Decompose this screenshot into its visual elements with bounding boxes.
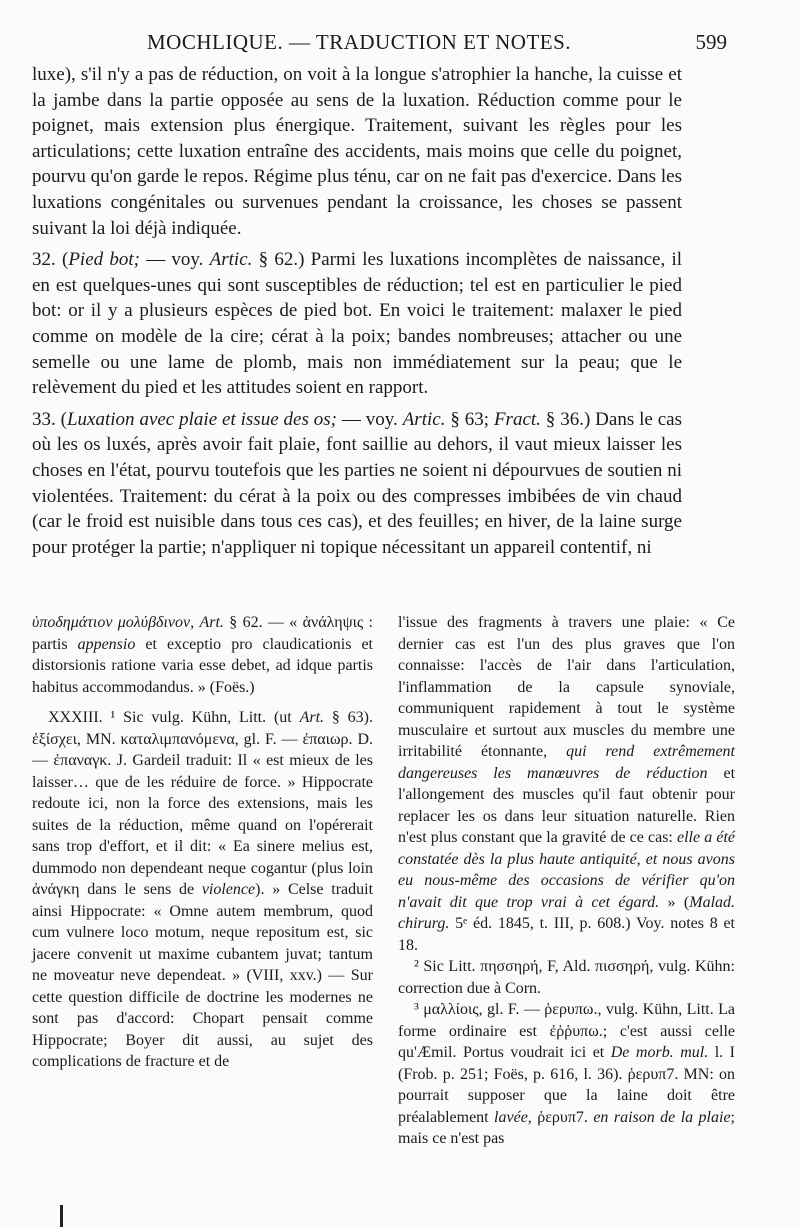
note-text: XXXIII. ¹ Sic vulg. Kühn, Litt. (ut	[48, 709, 300, 726]
note-text: , ῥερυπ7.	[527, 1108, 594, 1126]
note-ref-work: Art.	[199, 614, 224, 631]
paragraph-continuation: luxe), s'il n'y a pas de réduction, on voit à la longue s'atrophier la hanche, la cuisse et la jambe dans la partie opposée au sens de la luxation. Réduction comme pour le poignet, mais extension plus énergique. Traitement, suivant les règles pour les articulations; cette luxation entraîne des accidents, mais moins que celle du poignet, pourvu qu'on garde le repos. Régime plus ténu, car on ne fait pas d'exercice. Dans les luxations congénitales ou survenues pendant la croissance, les choses se passent suivant la loi déjà indiquée.	[32, 64, 682, 239]
para-32-ref-work: Artic.	[209, 249, 253, 271]
para-33-ref-work-2: Fract.	[493, 408, 541, 430]
note-text: l'issue des fragments à travers une plaie: « Ce dernier cas est l'un des plus graves que l'on connaisse: l'accès de l'air dans l'articulation, l'inflammation de la capsule synoviale, communiquent rapidement à tout le système musculaire et surtout aux muscles du membre une irritabilité étonnante,	[398, 614, 735, 760]
footnote-quote-boyer	[398, 612, 735, 956]
note-text: ). » Celse traduit ainsi Hippocrate: « Omne autem membrum, quod cum vulnere loco motum, neque repositum est, sic jacere convenit ut maxime cubantem juvat; tantum ne moveatur neve dependeat. » (VIII, xxv.) — Sur cette question difficile de doctrine les modernes ne sont pas d'accord: Chopart pensait comme Hippocrate; Boyer dit aussi, au sujet des complications de fracture et de	[32, 881, 374, 1070]
footnote-xxxiii-1	[32, 707, 373, 1073]
note-ref-work: De morb. mul.	[610, 1044, 709, 1061]
para-33-ref-section-2: § 36.)	[540, 408, 591, 430]
footnotes	[32, 612, 735, 1192]
note-text: ; mais ce n'est pas	[398, 1108, 735, 1147]
para-33-ref-prefix: — voy.	[336, 408, 403, 430]
note-ref-work: Malad. chirurg.	[398, 893, 736, 932]
note-italic: lavée	[494, 1108, 528, 1126]
para-32-title: Pied bot;	[68, 249, 140, 271]
page-number: 599	[695, 30, 727, 54]
paragraph-32	[32, 247, 682, 401]
note-text: et l'allongement des muscles qu'il faut obtenir pour replacer les os dans leur situation naturelle. Rien n'est plus constant que la gravité de ce cas:	[398, 764, 736, 846]
para-32-ref-section: § 62.)	[252, 249, 305, 271]
note-text-end: et exceptio pro claudicationis et distorsionis ratione varia esse debet, ad idque partis habitus accommodandus. » (Foës.)	[32, 635, 373, 696]
note-ref-work: Art.	[299, 709, 325, 726]
para-32-ref-prefix: — voy.	[139, 249, 210, 271]
note-greek-term: ὑποδημάτιον μολύβδινον,	[32, 614, 200, 631]
note-text: » (	[659, 893, 690, 911]
note-text: § 63). ἐξίσχει, MN. καταλιμπανόμενα, gl. F. — ἐπαιωρ. D. — ἐπαναγκ. J. Gardeil traduit: Il « est mieux de les laisser… que de les réduire de force. » Hippocrate redoute ici, non la force des extensions, mais les suites de la réduction, même quand on l'opérerait sans trop d'effort, et il dit: « Ea sinere melius est, dummodo non dependeant neque cogantur (plus loin ἀνάγκη dans le sens de	[32, 709, 373, 898]
note-text: 5ᵉ éd. 1845, t. III, p. 608.) Voy. notes 8 et 18.	[398, 915, 735, 954]
footnote-continuation	[32, 612, 373, 698]
para-33-body: Dans le cas où les os luxés, après avoir fait plaie, font saillie au dehors, il vaut mieux laisser les choses en l'état, pourvu toutefois que les parties ne soient ni dépourvues de soutien ni violentées. Traitement: du cérat à la poix ou des compresses imbibées de vin chaud (car le froid est nuisible dans tous ces cas), et des feuilles; en hiver, de la laine surge pour protéger la partie; n'appliquer ni topique nécessitant un appareil contentif, ni	[32, 408, 682, 558]
note-text: l. I (Frob. p. 251; Foës, p. 616, l. 36). ῥερυπ7. MN: on pourrait supposer que la laine doit être préalablement	[398, 1044, 736, 1126]
crop-mark	[60, 1205, 63, 1227]
note-italic-term: violence	[201, 881, 256, 898]
note-text: § 62. — « ἀνάληψις : partis	[32, 614, 373, 653]
note-text: ³ μαλλίοις, gl. F. — ῥερυπω., vulg. Kühn, Litt. La forme ordinaire est ἐῤῥυπω.; c'est aussi celle qu'Æmil. Portus voudrait ici et	[398, 1001, 735, 1061]
para-33-ref-section-1: § 63;	[445, 408, 494, 430]
note-italic-term: appensio	[77, 635, 136, 653]
footnotes-left-column	[32, 612, 373, 1073]
footnote-2: ² Sic Litt. πησσηρή, F, Ald. πισσηρή, vulg. Kühn: correction due à Corn.	[398, 958, 735, 997]
para-33-title: Luxation avec plaie et issue des os;	[66, 408, 337, 430]
note-italic: en raison de la plaie	[593, 1108, 731, 1126]
footnote-3	[398, 999, 735, 1150]
paragraph-33	[32, 407, 682, 561]
para-32-body: Parmi les luxations incomplètes de naissance, il en est quelques-unes qui sont susceptibles de réduction; tel est en particulier le pied bot: or il y a plusieurs espèces de pied bot. En voici le traitement: malaxer le pied comme on modèle de la cire; cérat à la poix; bandes nombreuses; attacher ou une semelle ou une lame de plomb, mais non immédiatement sur la peau; que le relèvement du pied et les attitudes soient en rapport.	[32, 249, 682, 399]
running-head: MOCHLIQUE. — TRADUCTION ET NOTES.	[147, 30, 572, 54]
note-italic: elle a été constatée dès la plus haute antiquité, et nous avons eu nous-même des occasions de vérifier qu'on n'avait dit que trop vrai à cet égard.	[398, 829, 735, 911]
note-italic: qui rend extrêmement dangereuses les manœuvres de réduction	[398, 743, 735, 782]
para-33-number: 33. (	[32, 408, 67, 430]
main-text	[32, 62, 682, 560]
para-32-number: 32. (	[32, 249, 69, 271]
para-33-ref-work-1: Artic.	[402, 408, 446, 430]
page-header	[32, 28, 727, 60]
footnotes-right-column	[398, 612, 735, 1150]
